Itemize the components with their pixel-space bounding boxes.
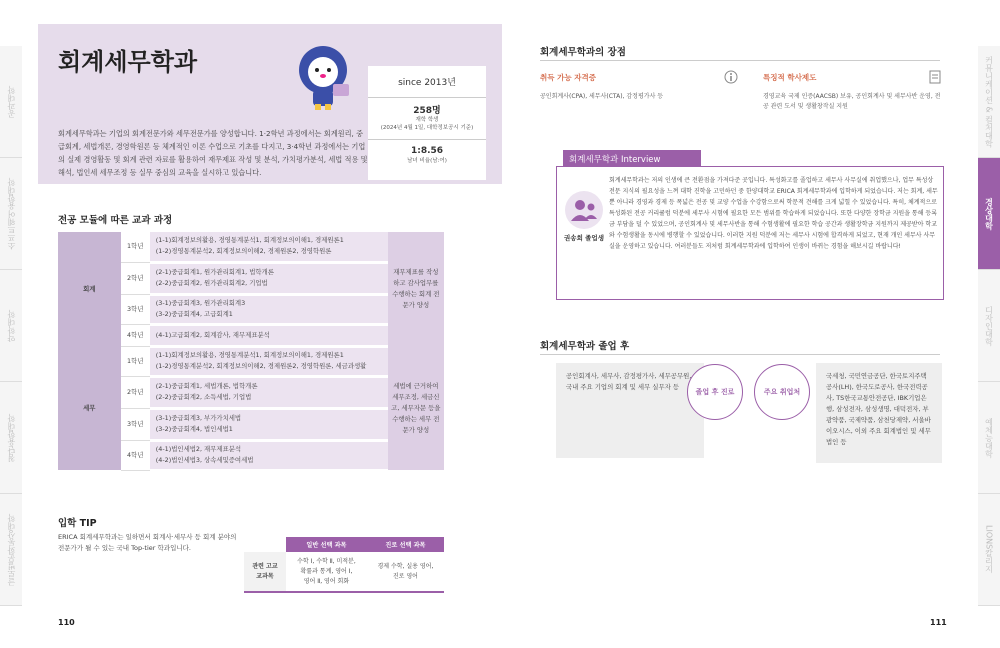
course-cell: (1-1)회계정보의활용, 경영통계분석1, 회계정보의이해1, 경제원론1 (1-2)경영통계분석2, 회계정보의이해2, 경제원론2, 경영학원론, 세금과생활 — [150, 346, 388, 376]
department-description: 회계세무학과는 기업의 회계전문가와 세무전문가를 양성합니다. 1·2학년 과정에서는 회계원리, 중급회계, 세법개론, 경영학원론 등 체계적인 이론 수업으로 기초를 다지고, 3·4학년 과정에서는 기업의 실제 경영활동 및 회계 관련 자료를 활용하여 재무제표 작성 및 분석, 가치평가분석, 세법 적용 및 해석, 법인세 세무조정 등 실무 중심의 교육을 실시하고 있습니다. — [58, 129, 368, 177]
year-cell: 3학년 — [121, 294, 150, 324]
side-tab[interactable]: 커뮤니케이션 & 컬처대학 — [978, 46, 1000, 158]
page-number-right: 111 — [930, 618, 947, 627]
right-side-tabs — [978, 46, 1000, 606]
side-tab[interactable]: 첨단융합대학 — [0, 382, 22, 494]
side-tab[interactable]: LIONS칼리지 — [978, 494, 1000, 606]
course-cell: (3-1)중급회계3, 부가가치세법 (3-2)중급회계4, 법인세법1 — [150, 408, 388, 440]
gender-ratio: 1:8.56 남녀 비율(남:여) — [407, 146, 447, 164]
interview-box — [556, 166, 944, 300]
side-tab[interactable]: 소프트웨어융합대학 — [0, 158, 22, 270]
certificates-title: 취득 가능 자격증 — [540, 73, 596, 82]
tip-col-general: 일반 선택 과목 — [286, 537, 367, 552]
side-tab[interactable]: 디자인대학 — [978, 270, 1000, 382]
tip-career-subjects: 경제 수학, 실용 영어, 진로 영어 — [377, 562, 434, 580]
after-heading: 회계세무학과 졸업 후 — [540, 341, 630, 352]
employers-list: 국세청, 국민연금공단, 한국토지주택공사(LH), 한국도로공사, 한국전력공사, TS한국교통안전공단, IBK기업은행, 삼성전자, 삼성생명, 대덕전자, 부광약품, 국제약품, 삼천당제약, 서울바이오시스, 이외 주요 회계법인 및 세무법인 등 — [816, 363, 942, 463]
curriculum-heading: 전공 모듈에 따른 교과 과정 — [58, 215, 173, 226]
department-header — [38, 24, 502, 184]
student-count: 258명 재학 학생 (2024년 4월 1일, 대학정보공시 기준) — [368, 98, 486, 140]
track-label: 세무 — [58, 346, 121, 470]
course-cell: (3-1)중급회계3, 원가관리회계3 (3-2)중급회계4, 고급회계1 — [150, 294, 388, 324]
course-cell: (4-1)법인세법2, 재무제표분석 (4-2)법인세법3, 상속세및증여세법 — [150, 440, 388, 470]
info-icon — [724, 70, 738, 84]
lion-mascot-icon — [293, 44, 353, 112]
track-label: 회계 — [58, 232, 121, 346]
academic-system-text: 경영교육 국제 인증(AACSB) 보유, 공인회계사 및 세무사반 운영, 전공 관련 도서 및 생활창작실 지원 — [763, 93, 941, 110]
person-icon — [565, 191, 603, 229]
employers-circle: 주요 취업처 — [754, 364, 810, 420]
year-cell: 4학년 — [121, 324, 150, 346]
interview-heading: 회계세무학과 Interview — [563, 150, 701, 166]
year-cell: 1학년 — [121, 346, 150, 376]
certificates-text: 공인회계사(CPA), 세무사(CTA), 감정평가사 등 — [540, 93, 664, 100]
tip-row-label: 관련 고교 교과목 — [244, 552, 286, 592]
tip-general-subjects: 수학 Ⅰ, 수학 Ⅱ, 미적분, 확률과 통계, 영어 Ⅰ, 영어 Ⅱ, 영어 회화 — [297, 557, 356, 585]
strengths-heading: 회계세무학과의 장점 — [540, 47, 626, 58]
tip-heading: 입학 TIP — [58, 518, 97, 529]
course-cell: (1-1)회계정보의활용, 경영통계분석1, 회계정보의이해1, 경제원론1 (1-2)경영통계분석2, 회계정보의이해2, 경제원론2, 경영학원론 — [150, 232, 388, 262]
year-cell: 3학년 — [121, 408, 150, 440]
page-title: 회계세무학과 — [58, 48, 198, 76]
course-cell: (2-1)중급회계1, 세법개론, 법학개론 (2-2)중급회계2, 소득세법, 기업법 — [150, 376, 388, 408]
interview-text: 회계세무학과는 저의 인생에 큰 전환점을 가져다준 곳입니다. 특성화고를 졸업하고 세무사 사무실에 취업했으나, 업무 특성상 전문 지식의 필요성을 느껴 대학 진학을 고민하던 중 한양대학교 ERICA 회계세무학과에 입학하게 되었습니다. 저는 회계, 세무뿐 아니라 경영과 경제 등 폭넓은 전공 및 교양 수업을 수강함으로써 학문적 견해를 크게 넓힐 수 있었습니다. 특히, 체계적으로 특성화된 전공 커리큘럼 덕분에 세무사 시험에 필요한 모든 범위를 학습하게 되었습니다. 또한 다양한 장학금 지원을 통해 등록금 부담을 덜 수 있었으며, 공인회계사 및 세무사반을 통해 수험생활에 필요한 학습 공간과 생활장학금 지원까지 제공받아 학교와 수험생활을 동시에 병행할 수 있었습니다. 이러한 지원 덕분에 저는 세무사 시험에 합격하게 되었고, 현재 개인 세무사 사무실을 운영하고 있습니다. 여러분들도 저처럼 회계세무학과에 입학하여 인생이 바뀌는 경험을 해보시길 바랍니다! — [609, 177, 938, 250]
track-goal: 세법에 근거하여 세무조정, 세금신고, 세무자문 등을 수행하는 세무 전문가 양성 — [388, 346, 444, 470]
document-icon — [928, 70, 942, 84]
track-goal: 재무제표를 작성하고 감사업무를 수행하는 회계 전문가 양성 — [388, 232, 444, 346]
page-number-left: 110 — [58, 618, 75, 627]
course-cell: (4-1)고급회계2, 회계감사, 재무제표분석 — [150, 324, 388, 346]
side-tab-active[interactable]: 경상대학 — [978, 158, 1000, 270]
interviewee-name: 권송희 졸업생 — [564, 234, 604, 242]
year-cell: 4학년 — [121, 440, 150, 470]
year-cell: 1학년 — [121, 232, 150, 262]
year-cell: 2학년 — [121, 376, 150, 408]
tip-table — [244, 537, 444, 593]
career-paths: 공인회계사, 세무사, 감정평가사, 세무공무원, 국내 주요 기업의 회계 및 세무 실무자 등 — [556, 363, 704, 458]
tip-col-career: 진로 선택 과목 — [367, 537, 444, 552]
course-cell: (2-1)중급회계1, 원가관리회계1, 법학개론 (2-2)중급회계2, 원가관리회계2, 기업법 — [150, 262, 388, 294]
career-path-circle: 졸업 후 진로 — [687, 364, 743, 420]
side-tab[interactable]: 약학대학 — [0, 270, 22, 382]
year-cell: 2학년 — [121, 262, 150, 294]
side-tab[interactable]: 공과대학 — [0, 46, 22, 158]
academic-system-title: 특징적 학사제도 — [763, 73, 817, 82]
side-tab[interactable]: 글로벌문화통상대학 — [0, 494, 22, 606]
side-tab[interactable]: 예체능대학 — [978, 382, 1000, 494]
founded-year: since 2013년 — [368, 66, 486, 98]
left-side-tabs — [0, 46, 22, 606]
curriculum-table — [58, 232, 444, 472]
tip-text: ERICA 회계세무학과는 일하면서 회계사·세무사 등 회계 분야의 전문가가 될 수 있는 국내 Top-tier 학과입니다. — [58, 533, 237, 552]
stats-box — [368, 66, 486, 180]
